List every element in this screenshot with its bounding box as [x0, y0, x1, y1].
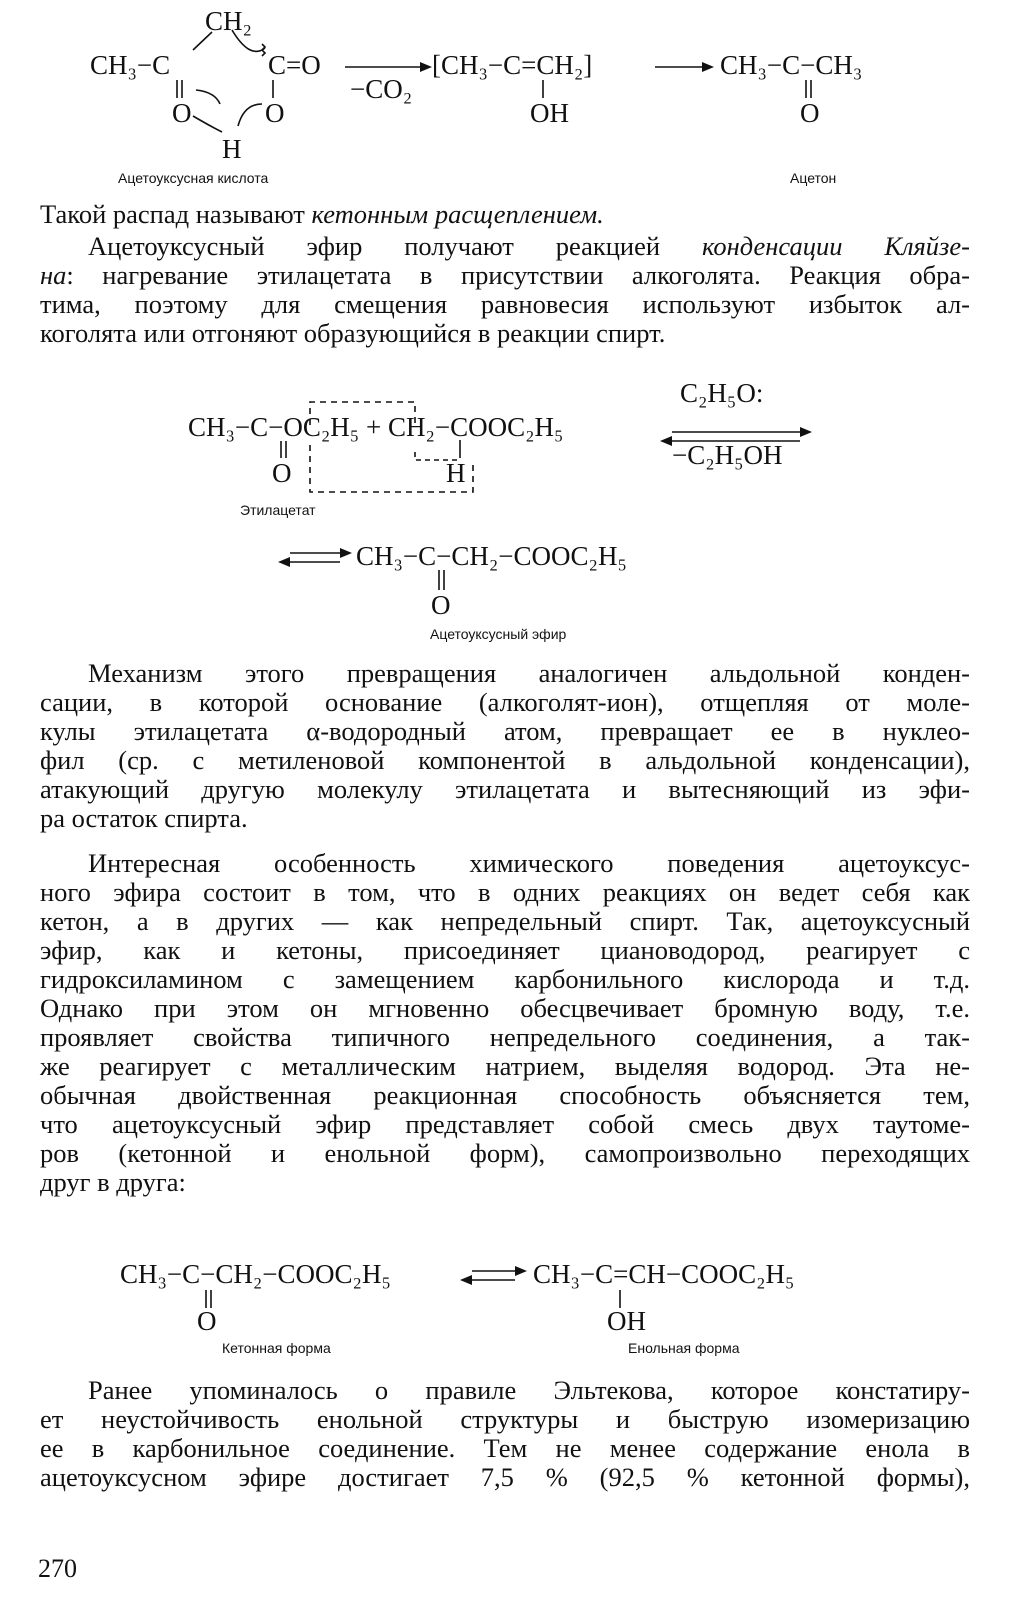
acetone-o: O: [800, 98, 820, 128]
text-line: ров (кетонной и енольной форм), самопроизвольно переходящих: [40, 1138, 970, 1168]
paragraph-eltekov: [40, 1376, 970, 1492]
enol-intermediate: [CH₃−C=CH₂]: [432, 50, 593, 80]
text-line: атакующий другую молекулу этилацетата и вытесняющий из эфи-: [40, 774, 970, 804]
ethylacetate-o: O: [272, 458, 292, 488]
o-left-label: O: [172, 98, 192, 128]
text-line: кулы этилацетата α-водородный атом, превращает ее в нуклео-: [40, 716, 970, 746]
caption-ethylacetate: Этилацетат: [240, 502, 316, 518]
paragraph-mechanism: [40, 659, 970, 833]
text-line: же реагирует с металлическим натрием, выделяя водород. Эта не-: [40, 1051, 970, 1081]
ch3-c-label: CH₃−C: [90, 50, 171, 80]
curved-arrow-h: [193, 116, 222, 132]
text-line: [40, 232, 970, 261]
text-line: Ранее упоминалось о правиле Эльтекова, которое констатиру-: [88, 1375, 970, 1405]
arrowhead-1: [420, 62, 432, 72]
acetoacetic-ester-formula: CH₃−C−CH₂−COOC₂H₅: [356, 541, 627, 571]
text-line: ра остаток спирта.: [40, 803, 248, 833]
acetoacetic-ester-o: O: [431, 590, 451, 620]
caption-acetoacetic-acid: Ацетоуксусная кислота: [118, 170, 269, 186]
text-line: ее в карбонильное соединение. Тем не менее содержание енола в: [40, 1433, 970, 1463]
caption-keto-form: Кетонная форма: [222, 1340, 331, 1356]
o-right-label: O: [265, 98, 285, 128]
text-plain: Ацетоуксусный эфир получают реакцией: [88, 231, 702, 261]
text-emphasis: на: [40, 260, 67, 290]
text-line: коголята или отгоняют образующийся в реакции спирт.: [40, 318, 666, 348]
bond-c-ch2: [193, 32, 212, 50]
keto-form-o: O: [197, 1306, 217, 1336]
text-line: сации, в которой основание (алкоголят-ион), отщепляя от моле-: [40, 687, 970, 717]
curved-arrow-top: [232, 30, 265, 51]
page-number: 270: [38, 1554, 77, 1583]
text-emphasis: кетонным расщеплением.: [311, 199, 604, 229]
eq-arrowhead-left: [660, 436, 672, 446]
text-line: фил (ср. с метиленовой компонентой в альдольной конденсации),: [40, 745, 970, 775]
acetone-formula: CH₃−C−CH₃: [720, 50, 863, 80]
co-group-label: C=O: [268, 50, 321, 80]
text-line: кетон, а в других — как непредельный спирт. Так, ацетоуксусный: [40, 906, 970, 936]
text-line: Однако при этом он мгновенно обесцвечивает бромную воду, т.е.: [40, 993, 970, 1023]
paragraph-tautomerism: [40, 849, 970, 1197]
alpha-h: H: [446, 458, 466, 488]
arrowhead-2: [702, 62, 714, 72]
text-line: ацетоуксусном эфире достигает 7,5 % (92,5 % кетонной формы),: [40, 1462, 970, 1492]
keto-form-formula: CH₃−C−CH₂−COOC₂H₅: [120, 1259, 391, 1289]
paragraph-claisen: [40, 232, 970, 348]
caption-enol-form: Енольная форма: [628, 1340, 740, 1356]
text-line: тима, поэтому для смещения равновесия используют избыток ал-: [40, 289, 970, 319]
text-plain: Такой распад называют: [40, 199, 312, 229]
text-line: эфир, как и кетоны, присоединяет циановодород, реагирует с: [40, 935, 970, 965]
eq2-arrowhead-right: [340, 548, 352, 558]
text-emphasis: конденсации Кляйзе-: [701, 231, 970, 261]
text-line: ного эфира состоит в том, что в одних реакциях он ведет себя как: [40, 877, 970, 907]
taut-arrowhead-left: [460, 1275, 472, 1285]
enol-form-formula: CH₃−C=CH−COOC₂H₅: [533, 1259, 795, 1289]
taut-arrowhead-right: [515, 1266, 527, 1276]
text-line: друг в друга:: [40, 1167, 186, 1197]
intermediate-oh: OH: [530, 98, 569, 128]
curved-arrow-right: [238, 104, 262, 126]
text-line: обычная двойственная реакционная способность объясняется тем,: [40, 1080, 970, 1110]
eq-arrowhead-right: [800, 427, 812, 437]
text-line: ет неустойчивость енольной структуры и быструю изомеризацию: [40, 1404, 970, 1434]
text-line: Интересная особенность химического поведения ацетоуксус-: [88, 848, 970, 878]
below-arrow-label: −C₂H₅OH: [672, 440, 783, 470]
paragraph-ketone-cleavage: [40, 200, 970, 229]
co2-label: −CO₂: [350, 74, 413, 104]
ethylacetate-formula: CH₃−C−OC₂H₅ + CH₂−COOC₂H₅: [188, 412, 564, 442]
text-line: гидроксиламином с замещением карбонильного кислорода и т.д.: [40, 964, 970, 994]
eq2-arrowhead-left: [278, 557, 290, 567]
text-line: проявляет свойства типичного непредельного соединения, а так-: [40, 1022, 970, 1052]
text-plain: : нагревание этилацетата в присутствии алкоголята. Реакция обра-: [66, 260, 970, 290]
text-line: Механизм этого превращения аналогичен альдольной конден-: [88, 658, 970, 688]
text-line: [40, 261, 970, 290]
text-line: что ацетоуксусный эфир представляет собой смесь двух таутоме-: [40, 1109, 970, 1139]
curved-arrow-left: [196, 90, 220, 104]
text-line: [40, 200, 970, 229]
enol-form-oh: OH: [607, 1306, 646, 1336]
ch2-label: CH₂: [205, 6, 252, 36]
h-label: H: [222, 134, 242, 164]
caption-acetone: Ацетон: [790, 170, 837, 186]
caption-acetoacetic-ester: Ацетоуксусный эфир: [430, 626, 567, 642]
above-arrow-label: C₂H₅O:: [680, 378, 764, 408]
